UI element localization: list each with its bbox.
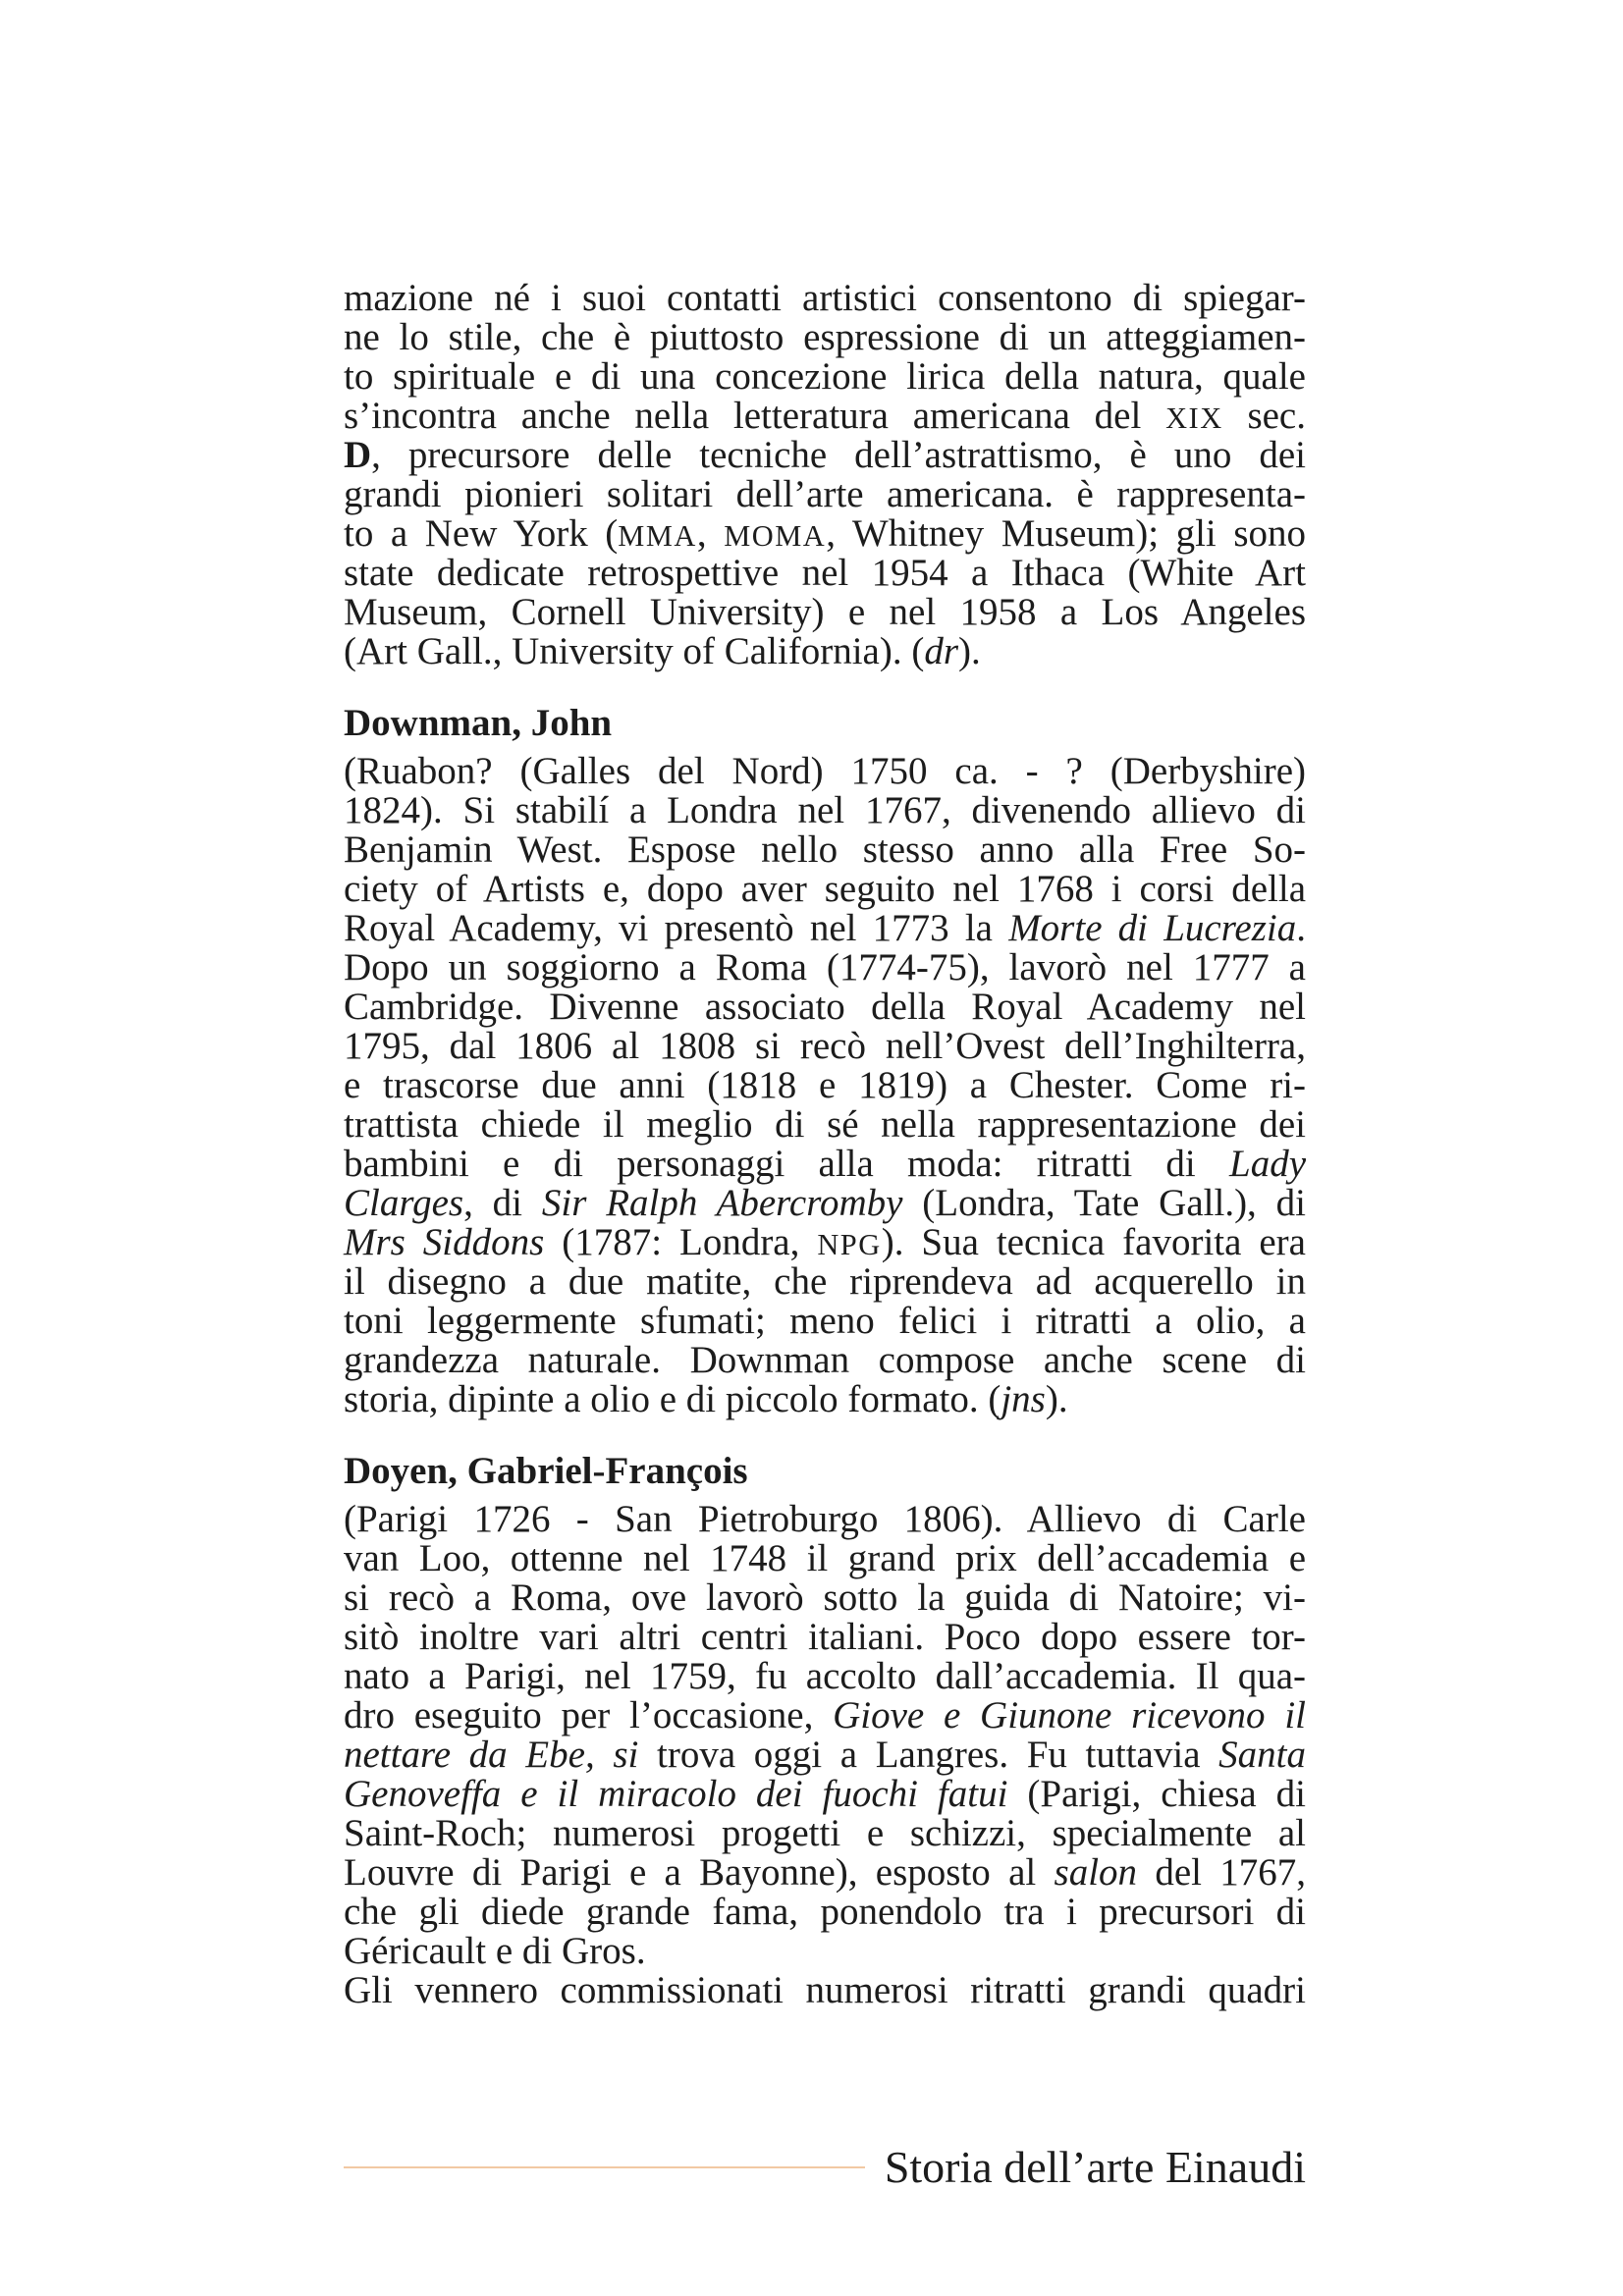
text-segment: , Whitney Museum); gli sono (826, 512, 1307, 555)
small-caps-century: XIX (1165, 401, 1223, 435)
text-segment: to a New York ( (344, 512, 619, 555)
text-line: grandezza naturale. Downman compose anche scene di (344, 1339, 1306, 1381)
text-line (344, 1853, 1306, 1893)
text-line: mazione né i suoi contatti artistici consentono di spiegar- (344, 277, 1306, 319)
artwork-title: Sir Ralph Abercromby (541, 1182, 903, 1224)
text-line: sitò inoltre vari altri centri italiani. Poco dopo essere tor- (344, 1616, 1306, 1658)
text-segment: s’incontra anche nella letteratura americana del (344, 395, 1166, 437)
text-line: 1824). Si stabilí a Londra nel 1767, divenendo allievo di (344, 789, 1306, 831)
text-segment: (Londra, Tate Gall.), di (902, 1182, 1306, 1224)
text-segment: Royal Academy, vi presentò nel 1773 la (344, 907, 1009, 949)
text-line: Saint-Roch; numerosi progetti e schizzi, specialmente al (344, 1812, 1306, 1854)
text-segment: sec. (1222, 395, 1306, 437)
text-segment: . (1296, 907, 1307, 949)
text-segment: ). (958, 630, 981, 672)
footer-rule (344, 2166, 865, 2168)
artwork-title: Santa (1218, 1734, 1306, 1776)
text-line (344, 397, 1306, 436)
artwork-title: Lady (1229, 1143, 1306, 1185)
text-line (344, 1775, 1306, 1814)
text-line (344, 1696, 1306, 1735)
artwork-title: nettare da Ebe, si (344, 1734, 639, 1776)
text-line: toni leggermente sfumati; meno felici i ritratti a olio, a (344, 1300, 1306, 1342)
text-line: grandi pionieri solitari dell’arte americana. è rappresenta- (344, 473, 1306, 515)
text-line: e trascorse due anni (1818 e 1819) a Chester. Come ri- (344, 1064, 1306, 1106)
text-line: che gli diede grande fama, ponendolo tra i precursori di (344, 1891, 1306, 1933)
author-initials: jns (1001, 1378, 1046, 1420)
text-segment: (Art Gall., University of California). ( (344, 630, 925, 672)
small-caps-abbreviation: NPG (817, 1228, 882, 1261)
exhibition-term: salon (1054, 1851, 1138, 1894)
artwork-title: Genoveffa e il miracolo dei fuochi fatui (344, 1773, 1008, 1815)
artwork-title: Clarges (344, 1182, 464, 1224)
text-line: Museum, Cornell University) e nel 1958 a Los Angeles (344, 591, 1306, 633)
small-caps-abbreviation: MMA (618, 519, 697, 553)
artwork-title: Giove e Giunone ricevono il (833, 1694, 1306, 1736)
text-segment: (1787: Londra, (544, 1221, 818, 1263)
text-line: ciety of Artists e, dopo aver seguito nel 1768 i corsi della (344, 868, 1306, 910)
text-line (344, 1380, 1306, 1419)
text-line (344, 632, 1306, 671)
text-line: (Parigi 1726 - San Pietroburgo 1806). Allievo di Carle (344, 1498, 1306, 1540)
text-segment: ). (1045, 1378, 1068, 1420)
text-line: nato a Parigi, nel 1759, fu accolto dall’accademia. Il qua- (344, 1655, 1306, 1697)
entry-body-doyen (344, 1500, 1306, 2010)
footer-series-title: Storia dell’arte Einaudi (884, 2142, 1306, 2192)
text-segment: , (696, 512, 725, 555)
text-line: Gli vennero commissionati numerosi ritratti grandi quadri (344, 1969, 1306, 2011)
text-segment: Louvre di Parigi e a Bayonne), esposto al (344, 1851, 1055, 1894)
entry-heading-doyen: Doyen, Gabriel-François (344, 1450, 748, 1492)
page-body-text (344, 279, 1306, 2010)
author-initials: dr (924, 630, 959, 672)
text-line: ne lo stile, che è piuttosto espressione di un atteggiamen- (344, 316, 1306, 358)
subject-initial: D (344, 434, 372, 476)
entry-heading-downman: Downman, John (344, 702, 613, 744)
artwork-title: Morte di Lucrezia (1008, 907, 1297, 949)
text-line: to spirituale e di una concezione lirica della natura, quale (344, 355, 1306, 398)
text-line (344, 909, 1306, 948)
text-line: 1795, dal 1806 al 1808 si recò nell’Ovest dell’Inghilterra, (344, 1025, 1306, 1067)
text-segment: bambini e di personaggi alla moda: ritratti di (344, 1143, 1229, 1185)
text-line: Benjamin West. Espose nello stesso anno alla Free So- (344, 828, 1306, 871)
continuation-paragraph (344, 279, 1306, 671)
text-line: state dedicate retrospettive nel 1954 a Ithaca (White Art (344, 552, 1306, 594)
text-segment: dro eseguito per l’occasione, (344, 1694, 834, 1736)
text-line: si recò a Roma, ove lavorò sotto la guida di Natoire; vi- (344, 1576, 1306, 1619)
text-segment: storia, dipinte a olio e di piccolo formato. ( (344, 1378, 1001, 1420)
text-segment: (Parigi, chiesa di (1007, 1773, 1306, 1815)
text-line: il disegno a due matite, che riprendeva ad acquerello in (344, 1260, 1306, 1303)
text-segment: , precursore delle tecniche dell’astrattismo, è uno dei (371, 434, 1306, 476)
text-line: Dopo un soggiorno a Roma (1774-75), lavorò nel 1777 a (344, 946, 1306, 988)
text-line: Cambridge. Divenne associato della Royal Academy nel (344, 986, 1306, 1028)
text-segment: del 1767, (1137, 1851, 1306, 1894)
text-segment: trova oggi a Langres. Fu tuttavia (638, 1734, 1219, 1776)
small-caps-abbreviation: MOMA (724, 519, 827, 553)
text-line: Géricault e di Gros. (344, 1930, 646, 1972)
text-line: trattista chiede il meglio di sé nella rappresentazione dei (344, 1103, 1306, 1146)
text-line: van Loo, ottenne nel 1748 il grand prix dell’accademia e (344, 1537, 1306, 1579)
text-line (344, 1223, 1306, 1262)
page-footer (344, 2139, 1306, 2196)
text-segment: ). Sua tecnica favorita era (881, 1221, 1306, 1263)
entry-body-downman (344, 752, 1306, 1419)
text-line (344, 436, 1306, 475)
text-line (344, 1735, 1306, 1775)
text-line (344, 514, 1306, 554)
text-line (344, 1145, 1306, 1184)
artwork-title: Mrs Siddons (344, 1221, 545, 1263)
text-line (344, 1184, 1306, 1223)
text-segment: , di (463, 1182, 542, 1224)
text-line: (Ruabon? (Galles del Nord) 1750 ca. - ? (Derbyshire) (344, 750, 1306, 792)
